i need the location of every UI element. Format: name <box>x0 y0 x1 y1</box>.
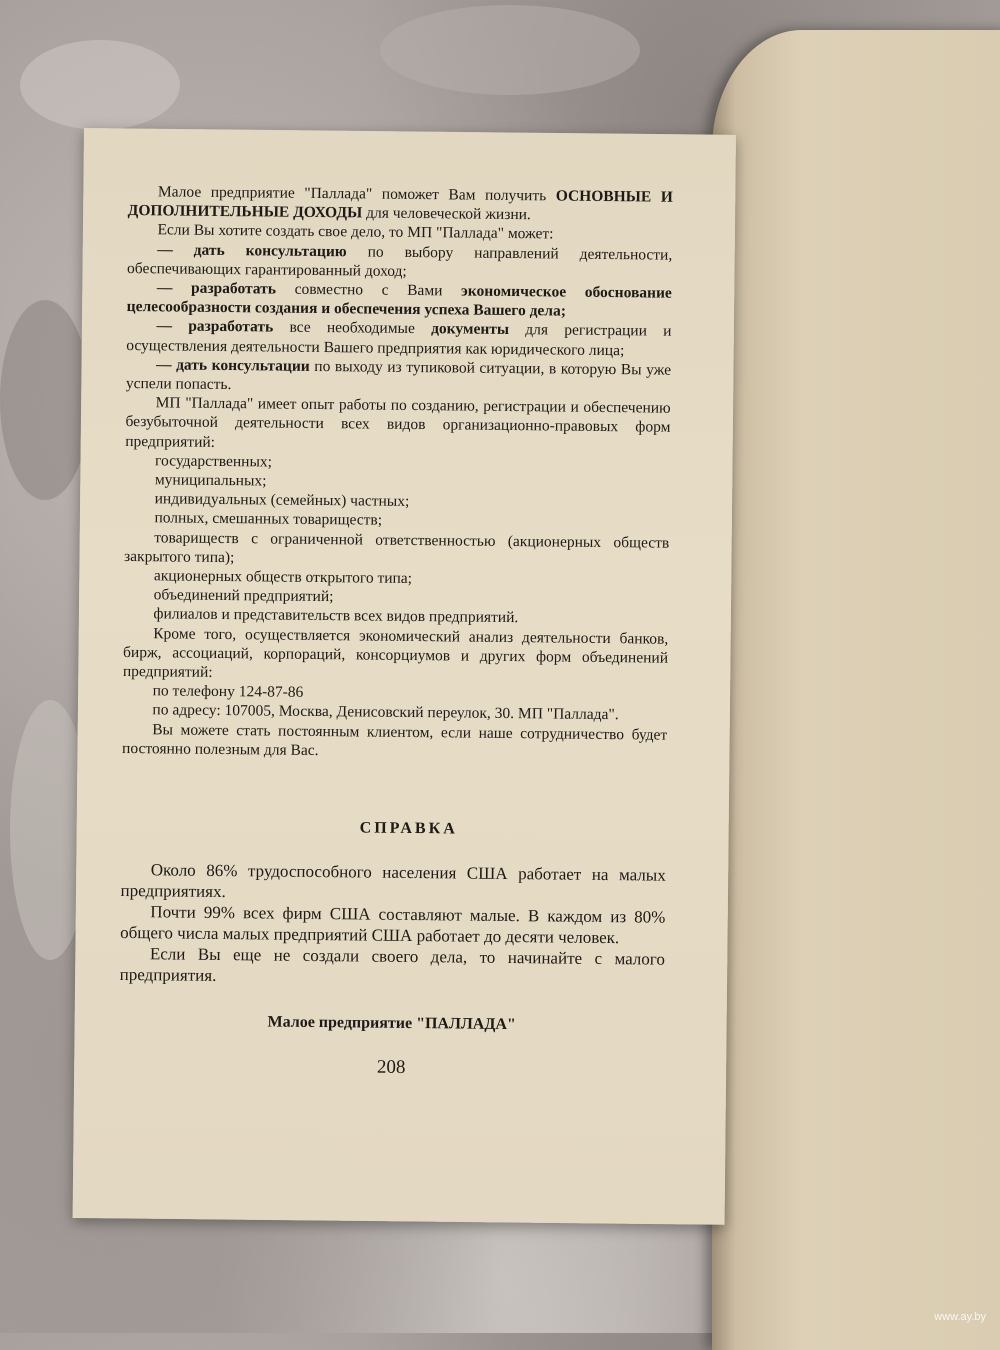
form-list-item: полных, смешанных товариществ; <box>154 509 383 530</box>
phone-line: по телефону 124-87-86 <box>152 682 304 702</box>
carpet-texture <box>0 300 90 500</box>
service-item: — разработать совместно с Вами экономическое обоснование целесообразности создания и обеспечения успеха Вашего дела; <box>126 279 672 320</box>
watermark: www.ay.by <box>934 1311 986 1323</box>
address-line: по адресу: 107005, Москва, Денисовский переулок, 30. МП "Паллада". <box>152 701 619 724</box>
section-heading: СПРАВКА <box>359 819 458 838</box>
form-list-item: муниципальных; <box>154 471 267 490</box>
analysis-paragraph: Кроме того, осуществляется экономический анализ деятельности банков, бирж, ассоциаций, корпораций, консорциумов и других форм объединений предприятий: <box>122 624 669 681</box>
experience-paragraph: МП "Паллада" имеет опыт работы по созданию, регистрации и обеспечению безубыточной деятельности всех видов организационно-правовых форм предприятий: <box>125 394 671 451</box>
company-signature: Малое предприятие "ПАЛЛАДА" <box>267 1013 516 1034</box>
services-intro: Если Вы хотите создать свое дело, то МП "Паллада" может: <box>157 221 554 243</box>
closing-paragraph: Вы можете стать постоянным клиентом, если наше сотрудничество будет постоянно полезным для Вас. <box>121 720 668 759</box>
fact-paragraph: Около 86% трудоспособного населения США работает на малых предприятиях. <box>120 860 666 902</box>
form-list-item: филиалов и представительств всех видов предприятий. <box>153 605 519 627</box>
carpet-texture <box>380 5 640 95</box>
intro-paragraph: Малое предприятие "Паллада" поможет Вам получить ОСНОВНЫЕ И ДОПОЛНИТЕЛЬНЫЕ ДОХОДЫ для человеческой жизни. <box>127 183 673 224</box>
carpet-texture <box>20 40 180 130</box>
form-list-item: объединений предприятий; <box>153 586 334 606</box>
form-list-item: индивидуальных (семейных) частных; <box>154 490 410 511</box>
forms-list <box>123 451 670 630</box>
page-text <box>119 182 673 1079</box>
service-item: — разработать все необходимые документы для регистрации и осуществления деятельности Вашего предприятия как юридического лица; <box>126 317 672 359</box>
fact-paragraph: Почти 99% всех фирм США составляют малые. В каждом из 80% общего числа малых предприятий США работает до десяти человек. <box>120 902 666 948</box>
right-page <box>712 30 1000 1350</box>
form-list-item: государственных; <box>154 452 273 471</box>
service-item: — дать консультацию по выбору направлений деятельности, обеспечивающих гарантированный доход; <box>127 240 673 280</box>
service-item: — дать консультации по выходу из тупиковой ситуации, в которую Вы уже успели попасть. <box>125 356 672 394</box>
form-list-item: акционерных обществ открытого типа; <box>153 567 413 588</box>
form-list-item: товариществ с ограниченной ответственностью (акционерных обществ закрытого типа); <box>123 528 670 566</box>
page-number: 208 <box>376 1056 406 1078</box>
fact-paragraph: Если Вы еще не создали своего дела, то начинайте с малого предприятия. <box>119 944 665 986</box>
